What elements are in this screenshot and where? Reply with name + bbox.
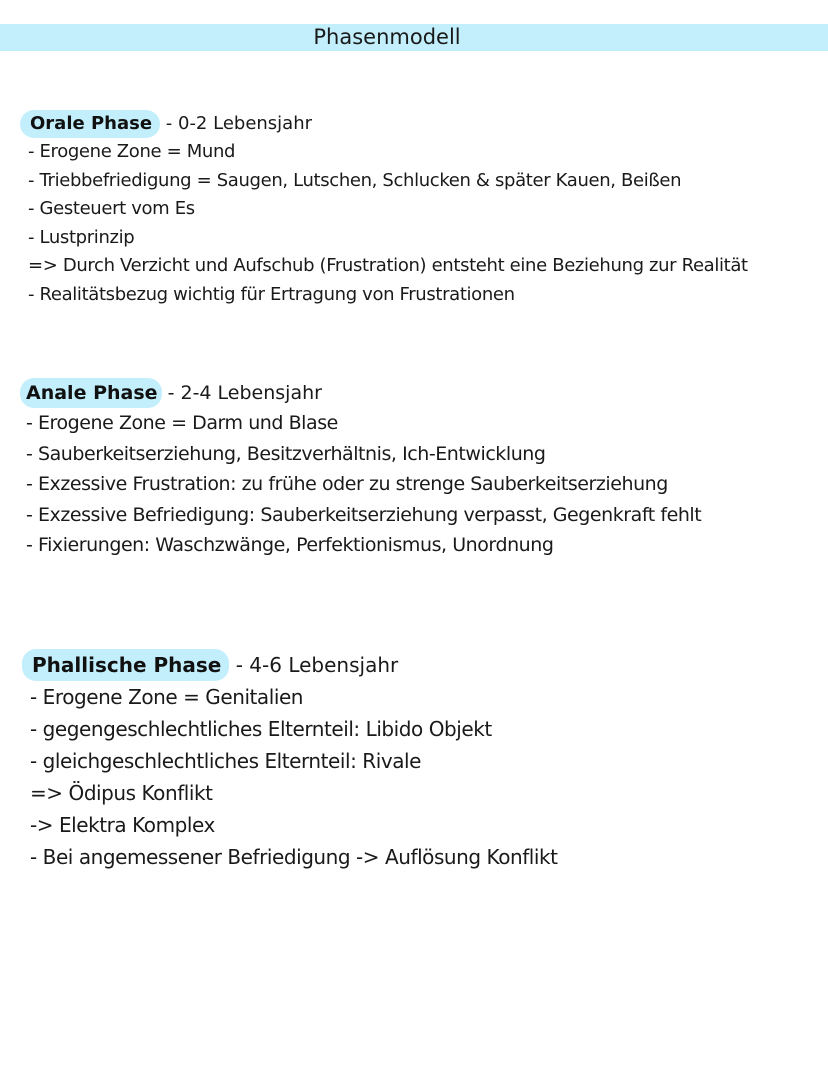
- phase-age: - 2-4 Lebensjahr: [161, 382, 322, 404]
- list-item: - Bei angemessener Befriedigung -> Auflösung Konflikt: [30, 845, 558, 869]
- phase-item-list: [26, 408, 828, 561]
- list-item: - Gesteuert vom Es: [28, 198, 195, 219]
- phase-age: - 0-2 Lebensjahr: [160, 113, 313, 134]
- list-item: - Erogene Zone = Genitalien: [30, 685, 304, 709]
- phase-age: - 4-6 Lebensjahr: [229, 653, 399, 677]
- phase-name-highlight: Orale Phase: [20, 110, 160, 138]
- list-item: - Realitätsbezug wichtig für Ertragung von Frustrationen: [28, 283, 515, 305]
- list-item: - Exzessive Befriedigung: Sauberkeitserziehung verpasst, Gegenkraft fehlt: [26, 503, 702, 526]
- list-item: => Ödipus Konflikt: [30, 781, 213, 805]
- phase-name-highlight: Anale Phase: [20, 378, 162, 408]
- phase-item-list: [28, 138, 828, 309]
- phase-name-highlight: Phallische Phase: [22, 649, 229, 681]
- section-heading: [20, 378, 828, 408]
- list-item: - Lustprinzip: [28, 226, 135, 248]
- list-item: - Erogene Zone = Darm und Blase: [26, 412, 338, 434]
- list-item: - Fixierungen: Waschzwänge, Perfektionismus, Unordnung: [26, 534, 554, 557]
- section-heading: [22, 649, 828, 681]
- list-item: - Sauberkeitserziehung, Besitzverhältnis, Ich-Entwicklung: [26, 442, 546, 465]
- list-item: - Erogene Zone = Mund: [28, 141, 236, 162]
- section-phallic-phase: [0, 649, 828, 873]
- list-item: - Triebbefriedigung = Saugen, Lutschen, Schlucken & später Kauen, Beißen: [28, 169, 682, 191]
- title-bar: [0, 24, 828, 51]
- page-title: Phasenmodell: [313, 25, 461, 49]
- section-anal-phase: [0, 378, 828, 561]
- list-item: - Exzessive Frustration: zu frühe oder zu strenge Sauberkeitserziehung: [26, 473, 668, 496]
- section-oral-phase: [0, 110, 828, 309]
- list-item: -> Elektra Komplex: [30, 813, 215, 837]
- list-item: => Durch Verzicht und Aufschub (Frustration) entsteht eine Beziehung zur Realität: [28, 255, 748, 276]
- section-heading: [20, 110, 828, 138]
- phase-item-list: [30, 681, 828, 873]
- list-item: - gleichgeschlechtliches Elternteil: Rivale: [30, 749, 421, 773]
- list-item: - gegengeschlechtliches Elternteil: Libido Objekt: [30, 717, 492, 741]
